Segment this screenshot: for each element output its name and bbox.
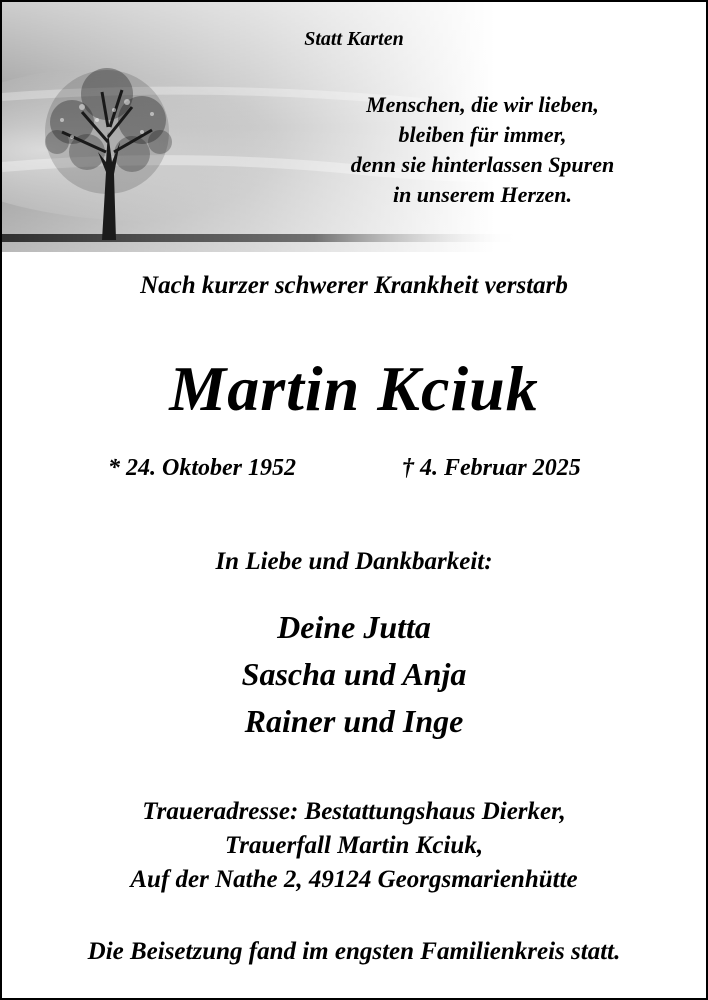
poem-line: Menschen, die wir lieben, <box>366 92 599 117</box>
death-date: † 4. Februar 2025 <box>402 455 581 481</box>
kicker-text: Statt Karten <box>304 28 404 50</box>
poem-line: in unserem Herzen. <box>392 182 573 207</box>
love-line: In Liebe und Dankbarkeit: <box>215 548 493 575</box>
family-member: Sascha und Anja <box>241 656 467 692</box>
poem <box>300 90 665 210</box>
mourning-address <box>0 795 708 897</box>
family-list <box>0 604 708 745</box>
closing-text: Die Beisetzung fand im engsten Familienkreis statt. <box>87 938 621 965</box>
address-line: Traueradresse: Bestattungshaus Dierker, <box>142 798 566 825</box>
address-line: Trauerfall Martin Kciuk, <box>224 832 484 859</box>
family-member: Rainer und Inge <box>244 703 464 739</box>
intro-text: Nach kurzer schwerer Krankheit verstarb <box>140 272 568 299</box>
family-member: Deine Jutta <box>277 609 431 645</box>
poem-line: denn sie hinterlassen Spuren <box>350 152 615 177</box>
deceased-name: Martin Kciuk <box>169 353 539 424</box>
birth-date: * 24. Oktober 1952 <box>108 455 296 481</box>
poem-line: bleiben für immer, <box>398 122 567 147</box>
address-line: Auf der Nathe 2, 49124 Georgsmarienhütte <box>130 866 578 893</box>
